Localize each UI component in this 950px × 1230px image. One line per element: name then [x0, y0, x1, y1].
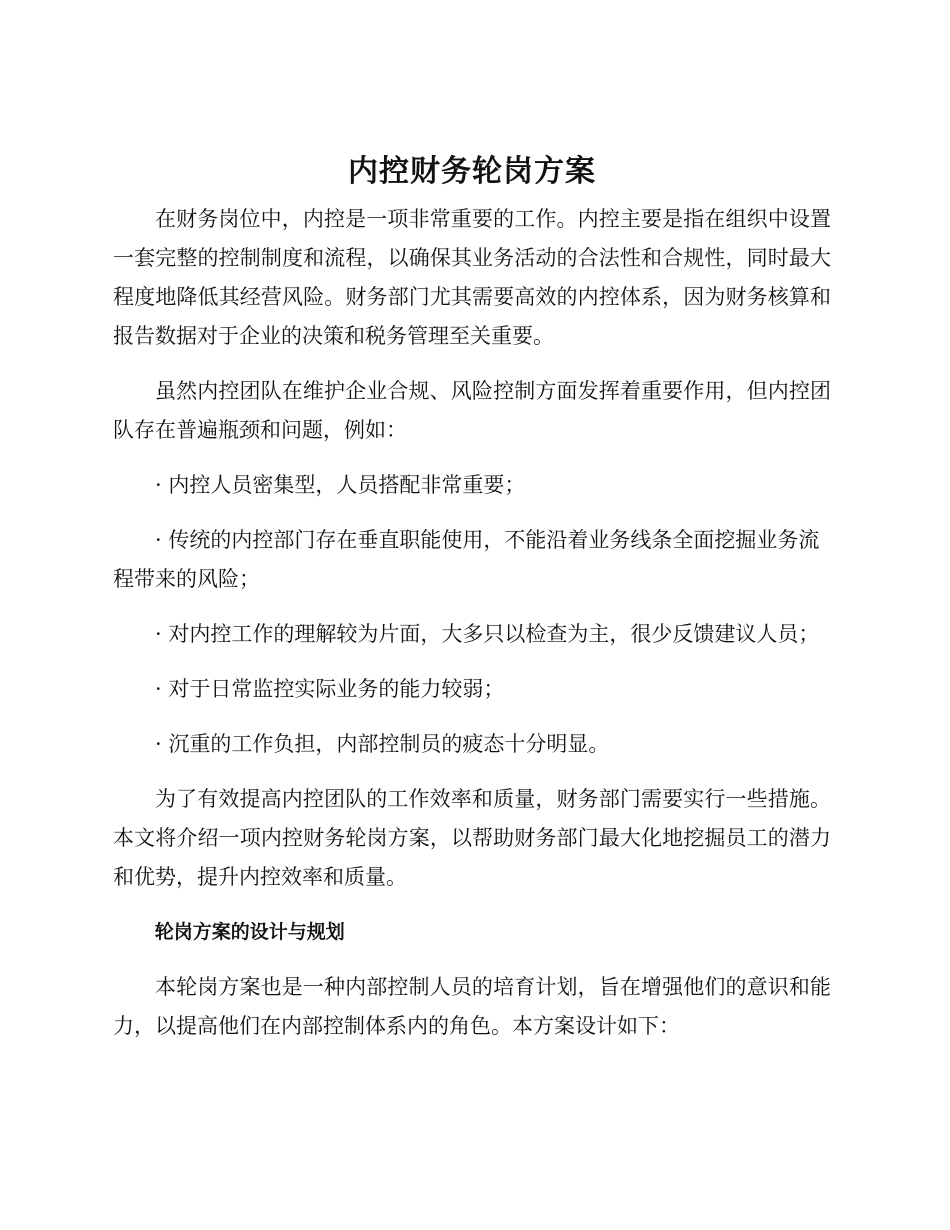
section-paragraph: 本轮岗方案也是一种内部控制人员的培育计划，旨在增强他们的意识和能力，以提高他们在内部控制体系内的角色。本方案设计如下：: [113, 975, 831, 1038]
bullet-item: · 对内控工作的理解较为片面，大多只以检查为主，很少反馈建议人员；: [155, 622, 820, 646]
document-title: 内控财务轮岗方案: [348, 154, 596, 189]
bullet-item: · 传统的内控部门存在垂直职能使用，不能沿着业务线条全面挖掘业务流程带来的风险；: [113, 528, 820, 591]
bullet-item: · 内控人员密集型，人员搭配非常重要；: [155, 473, 526, 497]
closing-paragraph: 为了有效提高内控团队的工作效率和质量，财务部门需要实行一些措施。本文将介绍一项内控财务轮岗方案，以帮助财务部门最大化地挖掘员工的潜力和优势，提升内控效率和质量。: [113, 787, 831, 889]
section-heading: 轮岗方案的设计与规划: [154, 921, 345, 943]
intro-paragraph: 在财务岗位中，内控是一项非常重要的工作。内控主要是指在组织中设置一套完整的控制制度和流程，以确保其业务活动的合法性和合规性，同时最大程度地降低其经营风险。财务部门尤其需要高效的内控体系，因为财务核算和报告数据对于企业的决策和税务管理至关重要。: [113, 207, 831, 348]
document-body: [113, 150, 831, 1062]
problem-paragraph: 虽然内控团队在维护企业合规、风险控制方面发挥着重要作用，但内控团队存在普遍瓶颈和问题，例如：: [113, 379, 831, 442]
bullet-item: · 沉重的工作负担，内部控制员的疲态十分明显。: [155, 732, 610, 756]
bullet-item: · 对于日常监控实际业务的能力较弱；: [155, 677, 505, 701]
